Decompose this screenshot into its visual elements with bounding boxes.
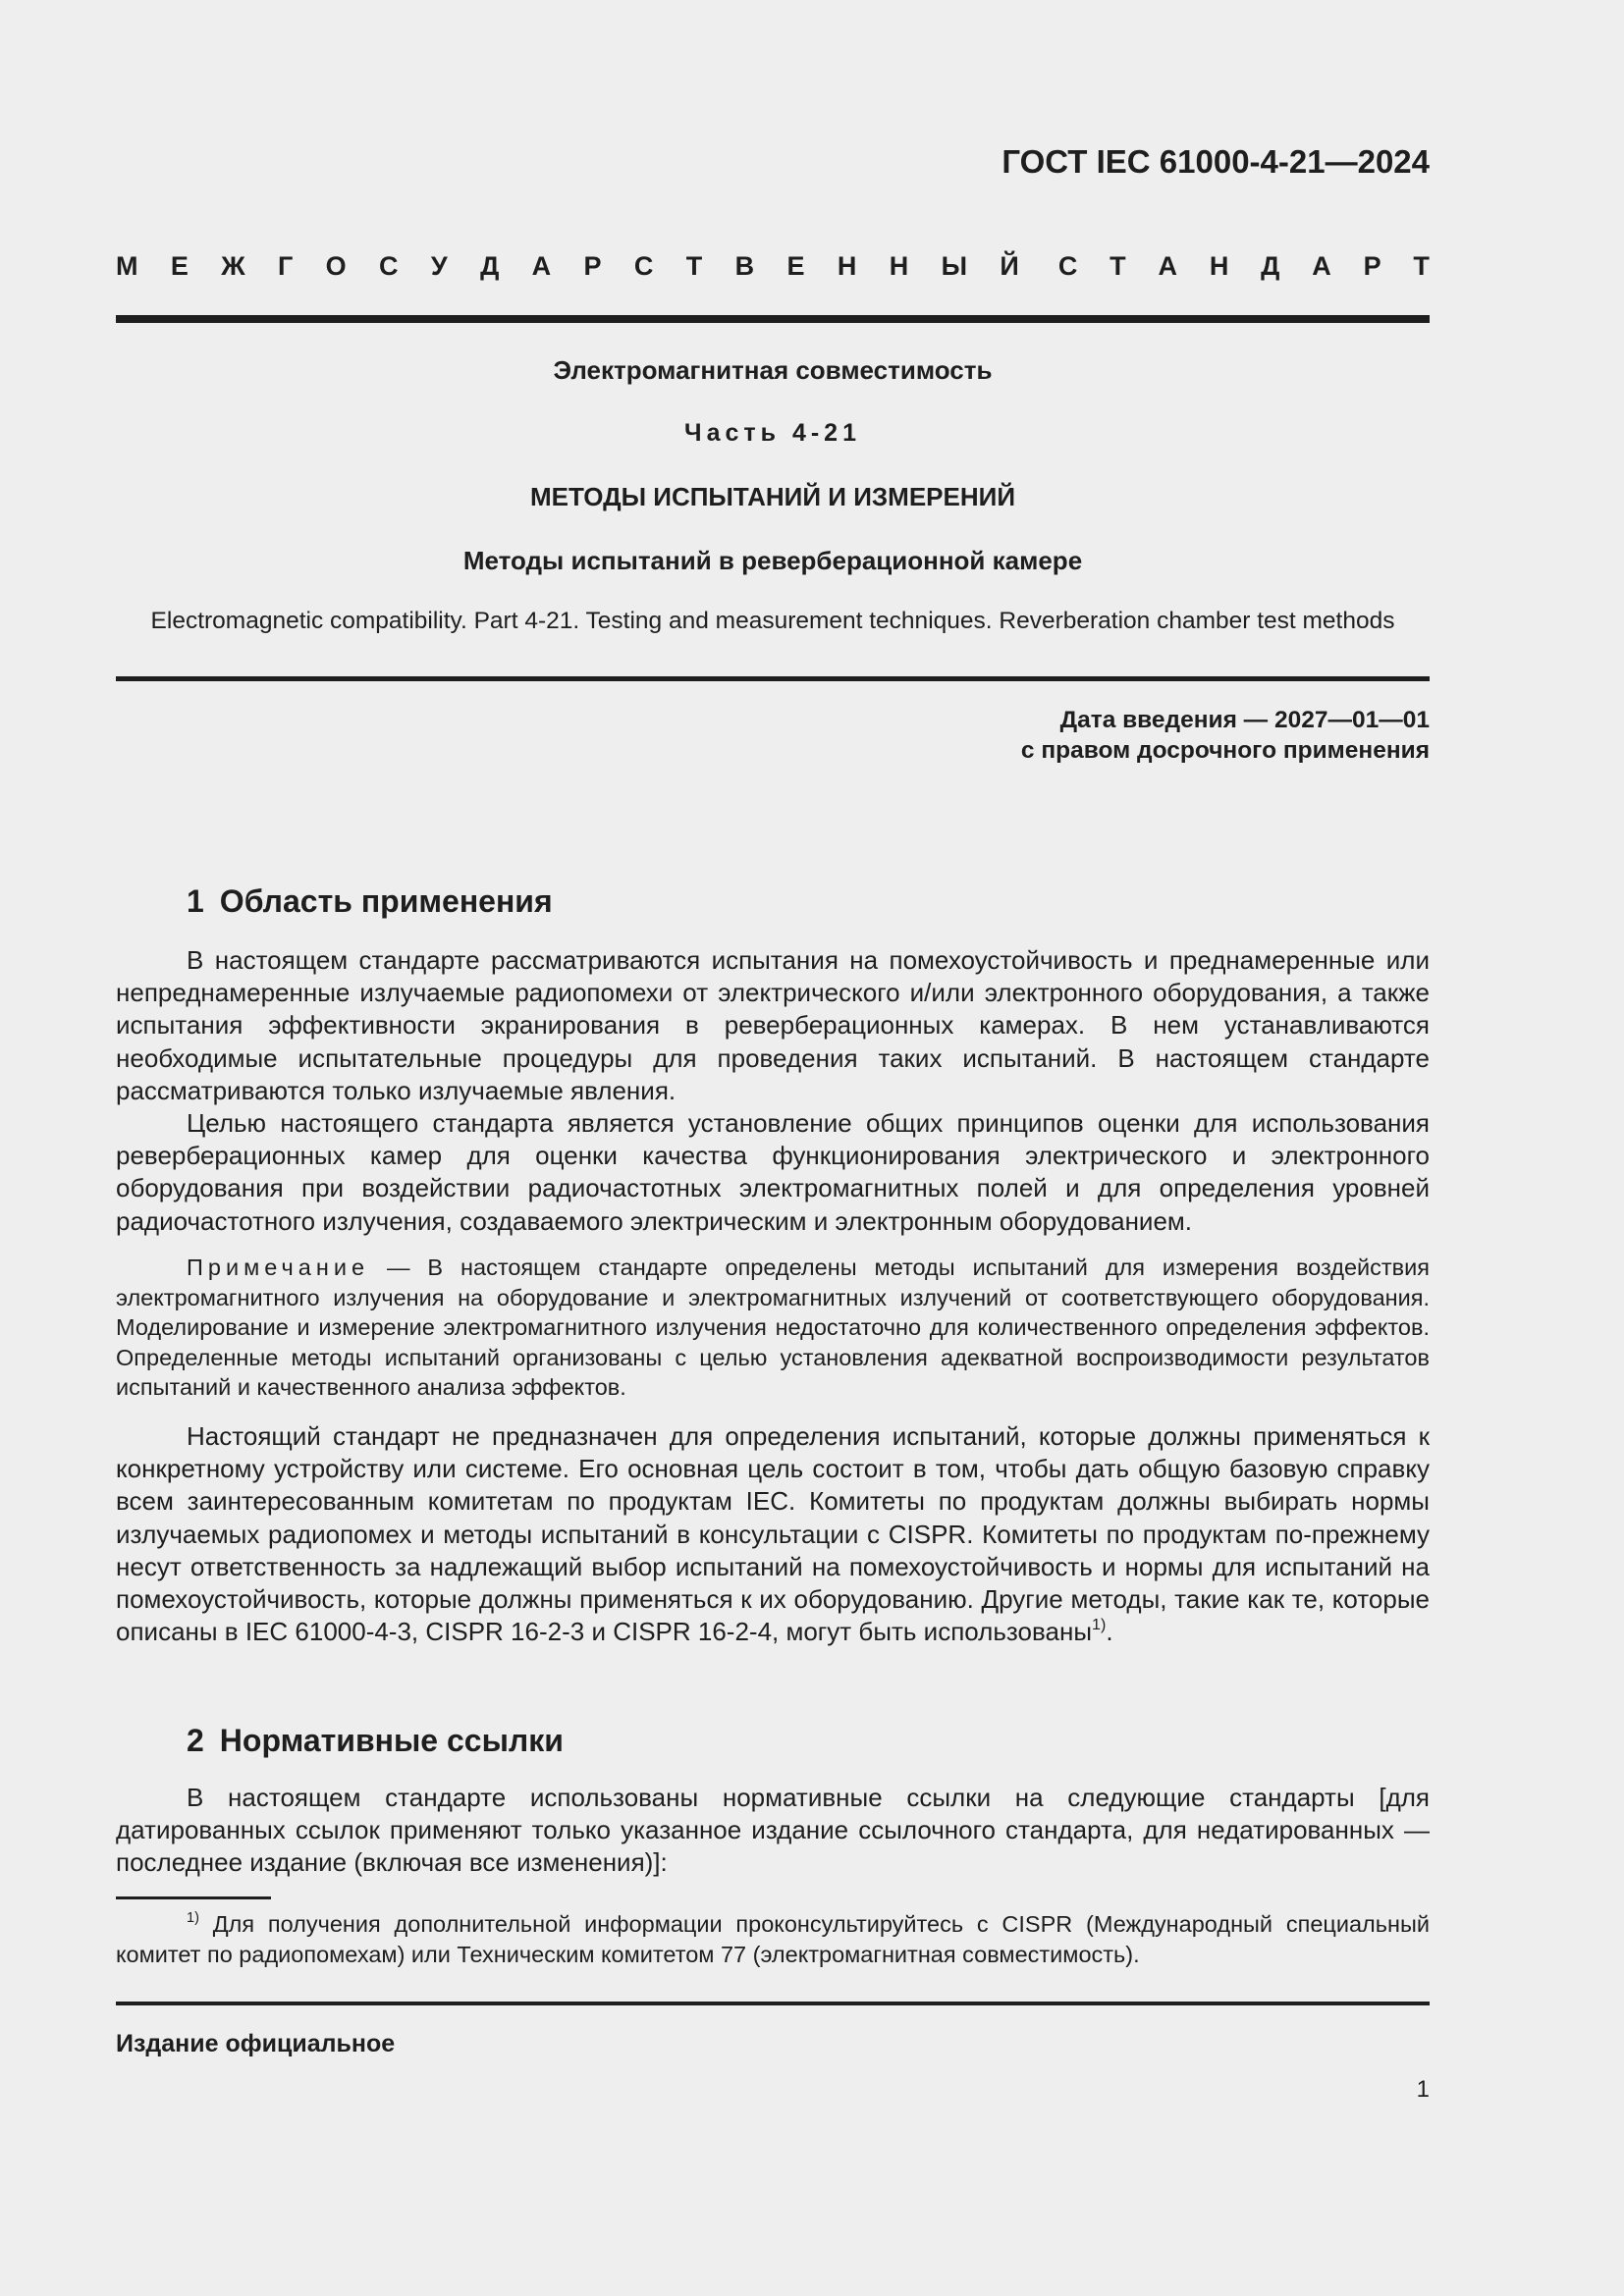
official-edition-label: Издание официальное	[116, 2030, 396, 2057]
header-rule	[116, 315, 1430, 323]
title-line-3: МЕТОДЫ ИСПЫТАНИЙ И ИЗМЕРЕНИЙ	[529, 482, 1016, 511]
section-1-paragraph-2: Целью настоящего стандарта является установление общих принципов оценки для использования реверберационных камер для оценки качества функционирования электрического и электронного оборудования при воздействии радиочастотных электромагнитных полей и для определения уровней радиочастотного излучения, создаваемого электрическим и электронным оборудованием.	[116, 1108, 1430, 1236]
section-2-paragraph-1: В настоящем стандарте использованы нормативные ссылки на следующие стандарты [для датированных ссылок применяют только указанное издание ссылочного стандарта, для недатированных — последнее издание (включая все изменения)]:	[116, 1783, 1430, 1878]
introduction-date-line: Дата введения — 2027—01—01	[1059, 707, 1430, 733]
title-line-1: Электромагнитная совместимость	[553, 355, 993, 385]
document-page	[116, 0, 1430, 2296]
section-1-paragraph-3-end: .	[1106, 1617, 1113, 1647]
standard-type-word2: С Т А Н Д А Р Т	[1057, 251, 1430, 281]
standard-type-word1: М Е Ж Г О С У Д А Р С Т В Е Н Н Ы Й	[116, 251, 1019, 281]
footnote-separator	[116, 1896, 271, 1899]
title-line-4: Методы испытаний в реверберационной камере	[462, 546, 1083, 575]
introduction-date	[1021, 705, 1430, 766]
note-text: — В настоящем стандарте определены методы испытаний для измерения воздействия электромагнитного излучения на оборудование и электромагнитных излучений от соответствующего оборудования. Моделирование и измерение электромагнитного излучения недостаточно для количественного определения эффектов. Определенные методы испытаний организованы с целью установления адекватной воспроизводимости результатов испытаний и качественного анализа эффектов.	[116, 1255, 1430, 1401]
standard-type-heading	[116, 251, 1430, 282]
section-1-paragraph-1: В настоящем стандарте рассматриваются испытания на помехоустойчивость и преднамеренные или непреднамеренные излучаемые радиопомехи от электрического и/или электронного оборудования, а также испытания эффективности экранирования в реверберационных камерах. В нем устанавливаются необходимые испытательные процедуры для проведения таких испытаний. В настоящем стандарте рассматриваются только излучаемые явления.	[116, 945, 1430, 1105]
section-2-title: Нормативные ссылки	[219, 1723, 564, 1758]
footnote-mark: 1)	[187, 1909, 199, 1926]
section-1-paragraph-3	[116, 1420, 1430, 1648]
footnote-reference: 1)	[1092, 1615, 1107, 1633]
title-part: Часть 4-21	[684, 419, 861, 447]
footer-rule	[116, 2002, 1430, 2005]
title-english: Electromagnetic compatibility. Part 4-21. Testing and measurement techniques. Reverberation chamber test methods	[150, 608, 1395, 634]
footnote-text: Для получения дополнительной информации проконсультируйтесь с CISPR (Международный специальный комитет по радиопомехам) или Техническим комитетом 77 (электромагнитная совместимость).	[116, 1911, 1430, 1967]
footnote	[116, 1909, 1430, 1970]
section-1-note	[116, 1253, 1430, 1403]
note-label: Примечание	[187, 1255, 370, 1280]
section-1-number: 1	[187, 883, 204, 919]
page-number: 1	[1416, 2076, 1430, 2103]
section-1-paragraph-3-text: Настоящий стандарт не предназначен для определения испытаний, которые должны применяться к конкретному устройству или системе. Его основная цель состоит в том, чтобы дать общую базовую справку всем заинтересованным комитетам по продуктам IEC. Комитеты по продуктам должны выбирать нормы излучаемых радиопомех и методы испытаний в консультации с CISPR. Комитеты по продуктам по-прежнему несут ответственность за надлежащий выбор испытаний на помехоустойчивость и нормы для испытаний на помехоустойчивость, которые должны применяться к их оборудованию. Другие методы, такие как те, которые описаны в IEC 61000-4-3, CISPR 16-2-3 и CISPR 16-2-4, могут быть использованы	[116, 1421, 1430, 1647]
document-code: ГОСТ IEC 61000-4-21—2024	[1001, 143, 1430, 180]
section-1-heading	[187, 883, 553, 920]
section-1-title: Область применения	[219, 883, 553, 919]
title-rule	[116, 676, 1430, 681]
section-2-number: 2	[187, 1723, 204, 1758]
early-application-line: с правом досрочного применения	[1020, 737, 1430, 764]
section-2-heading	[187, 1723, 564, 1759]
